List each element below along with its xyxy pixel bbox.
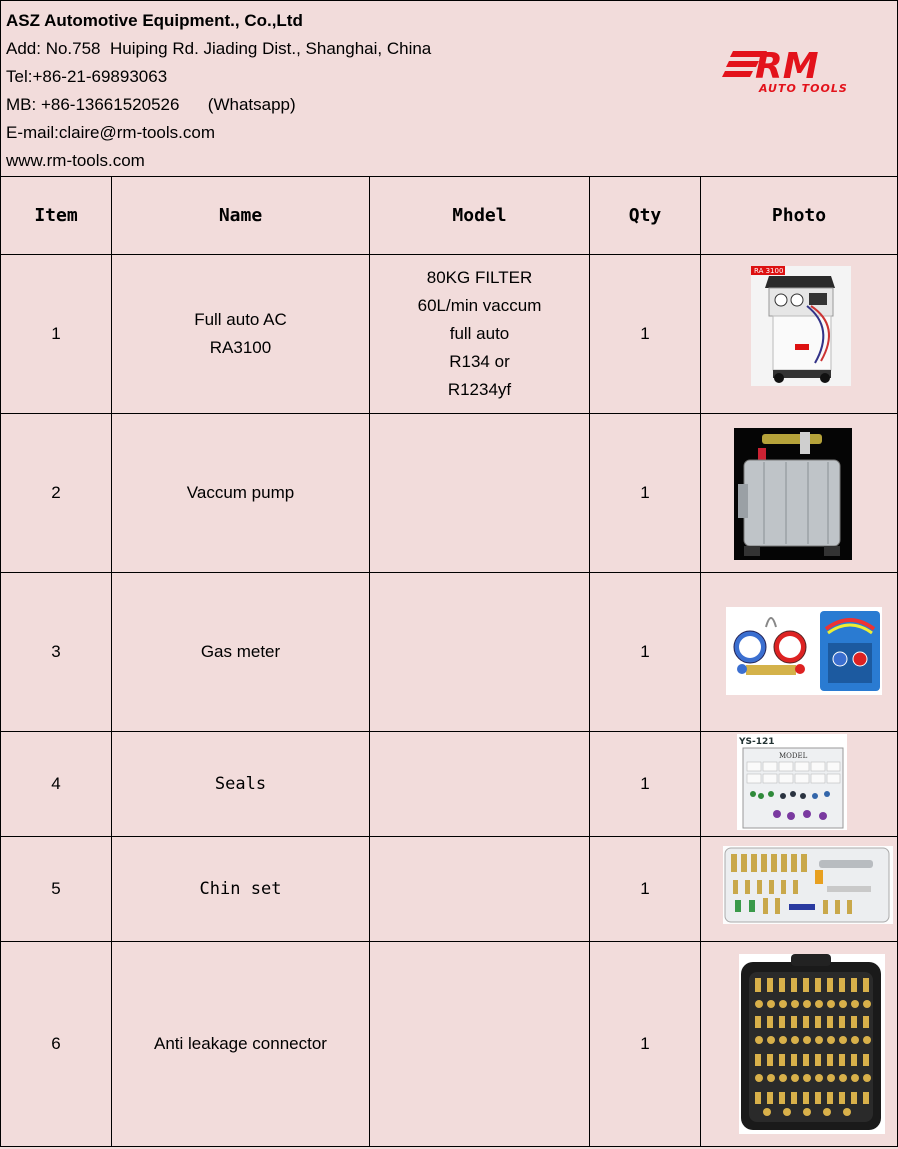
tel-line: Tel:+86-21-69893063 — [6, 67, 168, 86]
column-header: Name — [112, 177, 370, 255]
item-qty: 1 — [590, 255, 701, 414]
email-line[interactable]: E-mail:claire@rm-tools.com — [6, 123, 216, 142]
vacuum-pump-photo — [734, 428, 852, 560]
item-photo-cell — [701, 732, 898, 837]
column-header: Photo — [701, 177, 898, 255]
item-photo-cell — [701, 414, 898, 573]
item-qty: 1 — [590, 837, 701, 942]
item-model — [370, 732, 590, 837]
table-row — [1, 573, 898, 732]
item-number: 6 — [1, 942, 112, 1147]
rm-auto-tools-logo — [719, 45, 879, 97]
address-line: Add: No.758 Huiping Rd. Jiading Dist., Shanghai, China — [6, 39, 432, 58]
item-name: Seals — [112, 732, 370, 837]
item-qty: 1 — [590, 942, 701, 1147]
item-qty: 1 — [590, 573, 701, 732]
seal-kit-photo — [737, 734, 847, 830]
item-number: 2 — [1, 414, 112, 573]
item-qty: 1 — [590, 414, 701, 573]
item-photo-cell — [701, 255, 898, 414]
item-name: Full auto AC RA3100 — [112, 255, 370, 414]
equipment-table — [0, 176, 898, 1147]
mobile-line: MB: +86-13661520526 (Whatsapp) — [6, 95, 296, 114]
item-model — [370, 573, 590, 732]
connector-case-photo — [739, 954, 885, 1134]
svg-text:YS-121: YS-121 — [739, 737, 775, 747]
item-qty: 1 — [590, 732, 701, 837]
table-row — [1, 732, 898, 837]
svg-text:RA 3100: RA 3100 — [754, 267, 784, 275]
manifold-gauge-photo — [726, 607, 882, 695]
item-model: 80KG FILTER 60L/min vaccum full auto R134 or R1234yf — [370, 255, 590, 414]
logo-mark: RM — [755, 46, 819, 87]
logo-tagline: AUTO TOOLS — [759, 82, 848, 95]
item-photo-cell — [701, 837, 898, 942]
company-header — [0, 0, 898, 177]
ac-recovery-machine-photo — [751, 266, 851, 386]
item-name: Chin set — [112, 837, 370, 942]
item-number: 4 — [1, 732, 112, 837]
table-row — [1, 414, 898, 573]
column-header: Item — [1, 177, 112, 255]
item-photo-cell — [701, 942, 898, 1147]
item-number: 3 — [1, 573, 112, 732]
item-name: Vaccum pump — [112, 414, 370, 573]
item-number: 5 — [1, 837, 112, 942]
item-model — [370, 414, 590, 573]
table-row — [1, 837, 898, 942]
item-photo-cell — [701, 573, 898, 732]
website-line[interactable]: www.rm-tools.com — [6, 151, 145, 170]
valve-core-set-photo — [723, 846, 893, 924]
table-header-row — [1, 177, 898, 255]
item-name: Anti leakage connector — [112, 942, 370, 1147]
column-header: Qty — [590, 177, 701, 255]
table-row — [1, 942, 898, 1147]
item-model — [370, 837, 590, 942]
item-model — [370, 942, 590, 1147]
company-name: ASZ Automotive Equipment., Co.,Ltd — [6, 11, 303, 30]
table-row — [1, 255, 898, 414]
svg-text:MODEL: MODEL — [779, 752, 808, 760]
item-number: 1 — [1, 255, 112, 414]
item-name: Gas meter — [112, 573, 370, 732]
column-header: Model — [370, 177, 590, 255]
